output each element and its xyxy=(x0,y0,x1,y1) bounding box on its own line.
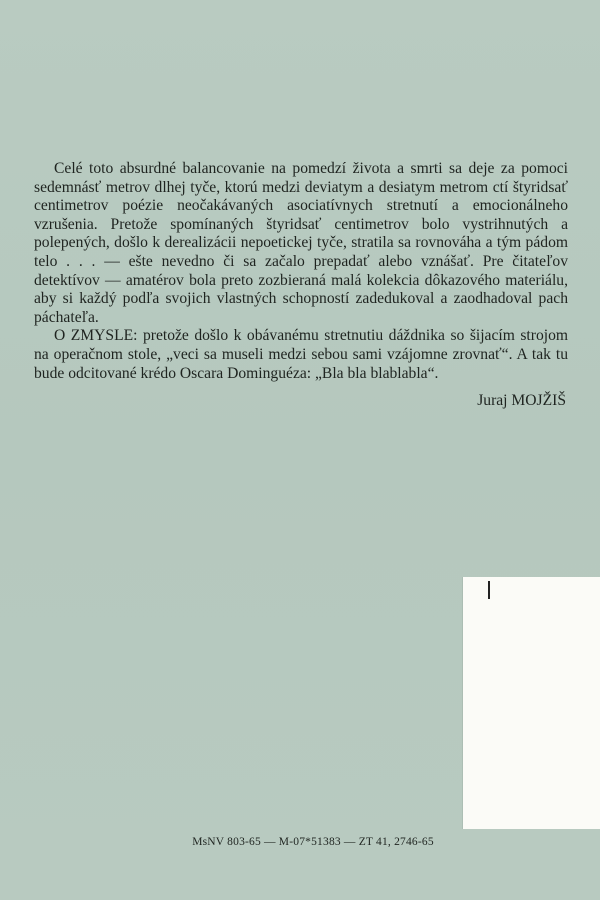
author-signature: Juraj MOJŽIŠ xyxy=(477,392,566,409)
card-mark xyxy=(488,581,490,599)
afterword-text xyxy=(34,160,568,383)
white-paper-insert xyxy=(463,577,600,829)
paragraph-2: O ZMYSLE: pretože došlo k obávanému stretnutiu dáždnika so šijacím strojom na operačnom stole, „veci sa museli medzi sebou sami vzájomne zrovnať“. A tak tu bude odcitované krédo Oscara Dominguéza: „Bla bla blablabla“. xyxy=(34,327,568,382)
publication-imprint xyxy=(0,836,600,848)
paragraph-1: Celé toto absurdné balancovanie na pomedzí života a smrti sa deje za pomoci sedemnásť metrov dlhej tyče, ktorú medzi deviatym a desiatym metrom ctí štyridsať centimetrov poézie neočakávaných asociatívnych stretnutí a emocionálneho vzrušenia. Pretože spomínaných štyridsať centimetrov bolo vystrihnutých a polepených, došlo k derealizácii nepoetickej tyče, stratila sa rovnováha a tým pádom telo . . . — ešte nevedno či sa začalo prepadať alebo vznášať. Pre čitateľov detektívov — amatérov bola preto zozbieraná malá kolekcia dôkazového materiálu, aby si každý podľa svojich vlastných schopností zadedukoval a zaodhadoval pach páchateľa. xyxy=(34,160,568,326)
imprint-line: MsNV 803-65 — M-07*51383 — ZT 41, 2746-65 xyxy=(192,836,434,848)
